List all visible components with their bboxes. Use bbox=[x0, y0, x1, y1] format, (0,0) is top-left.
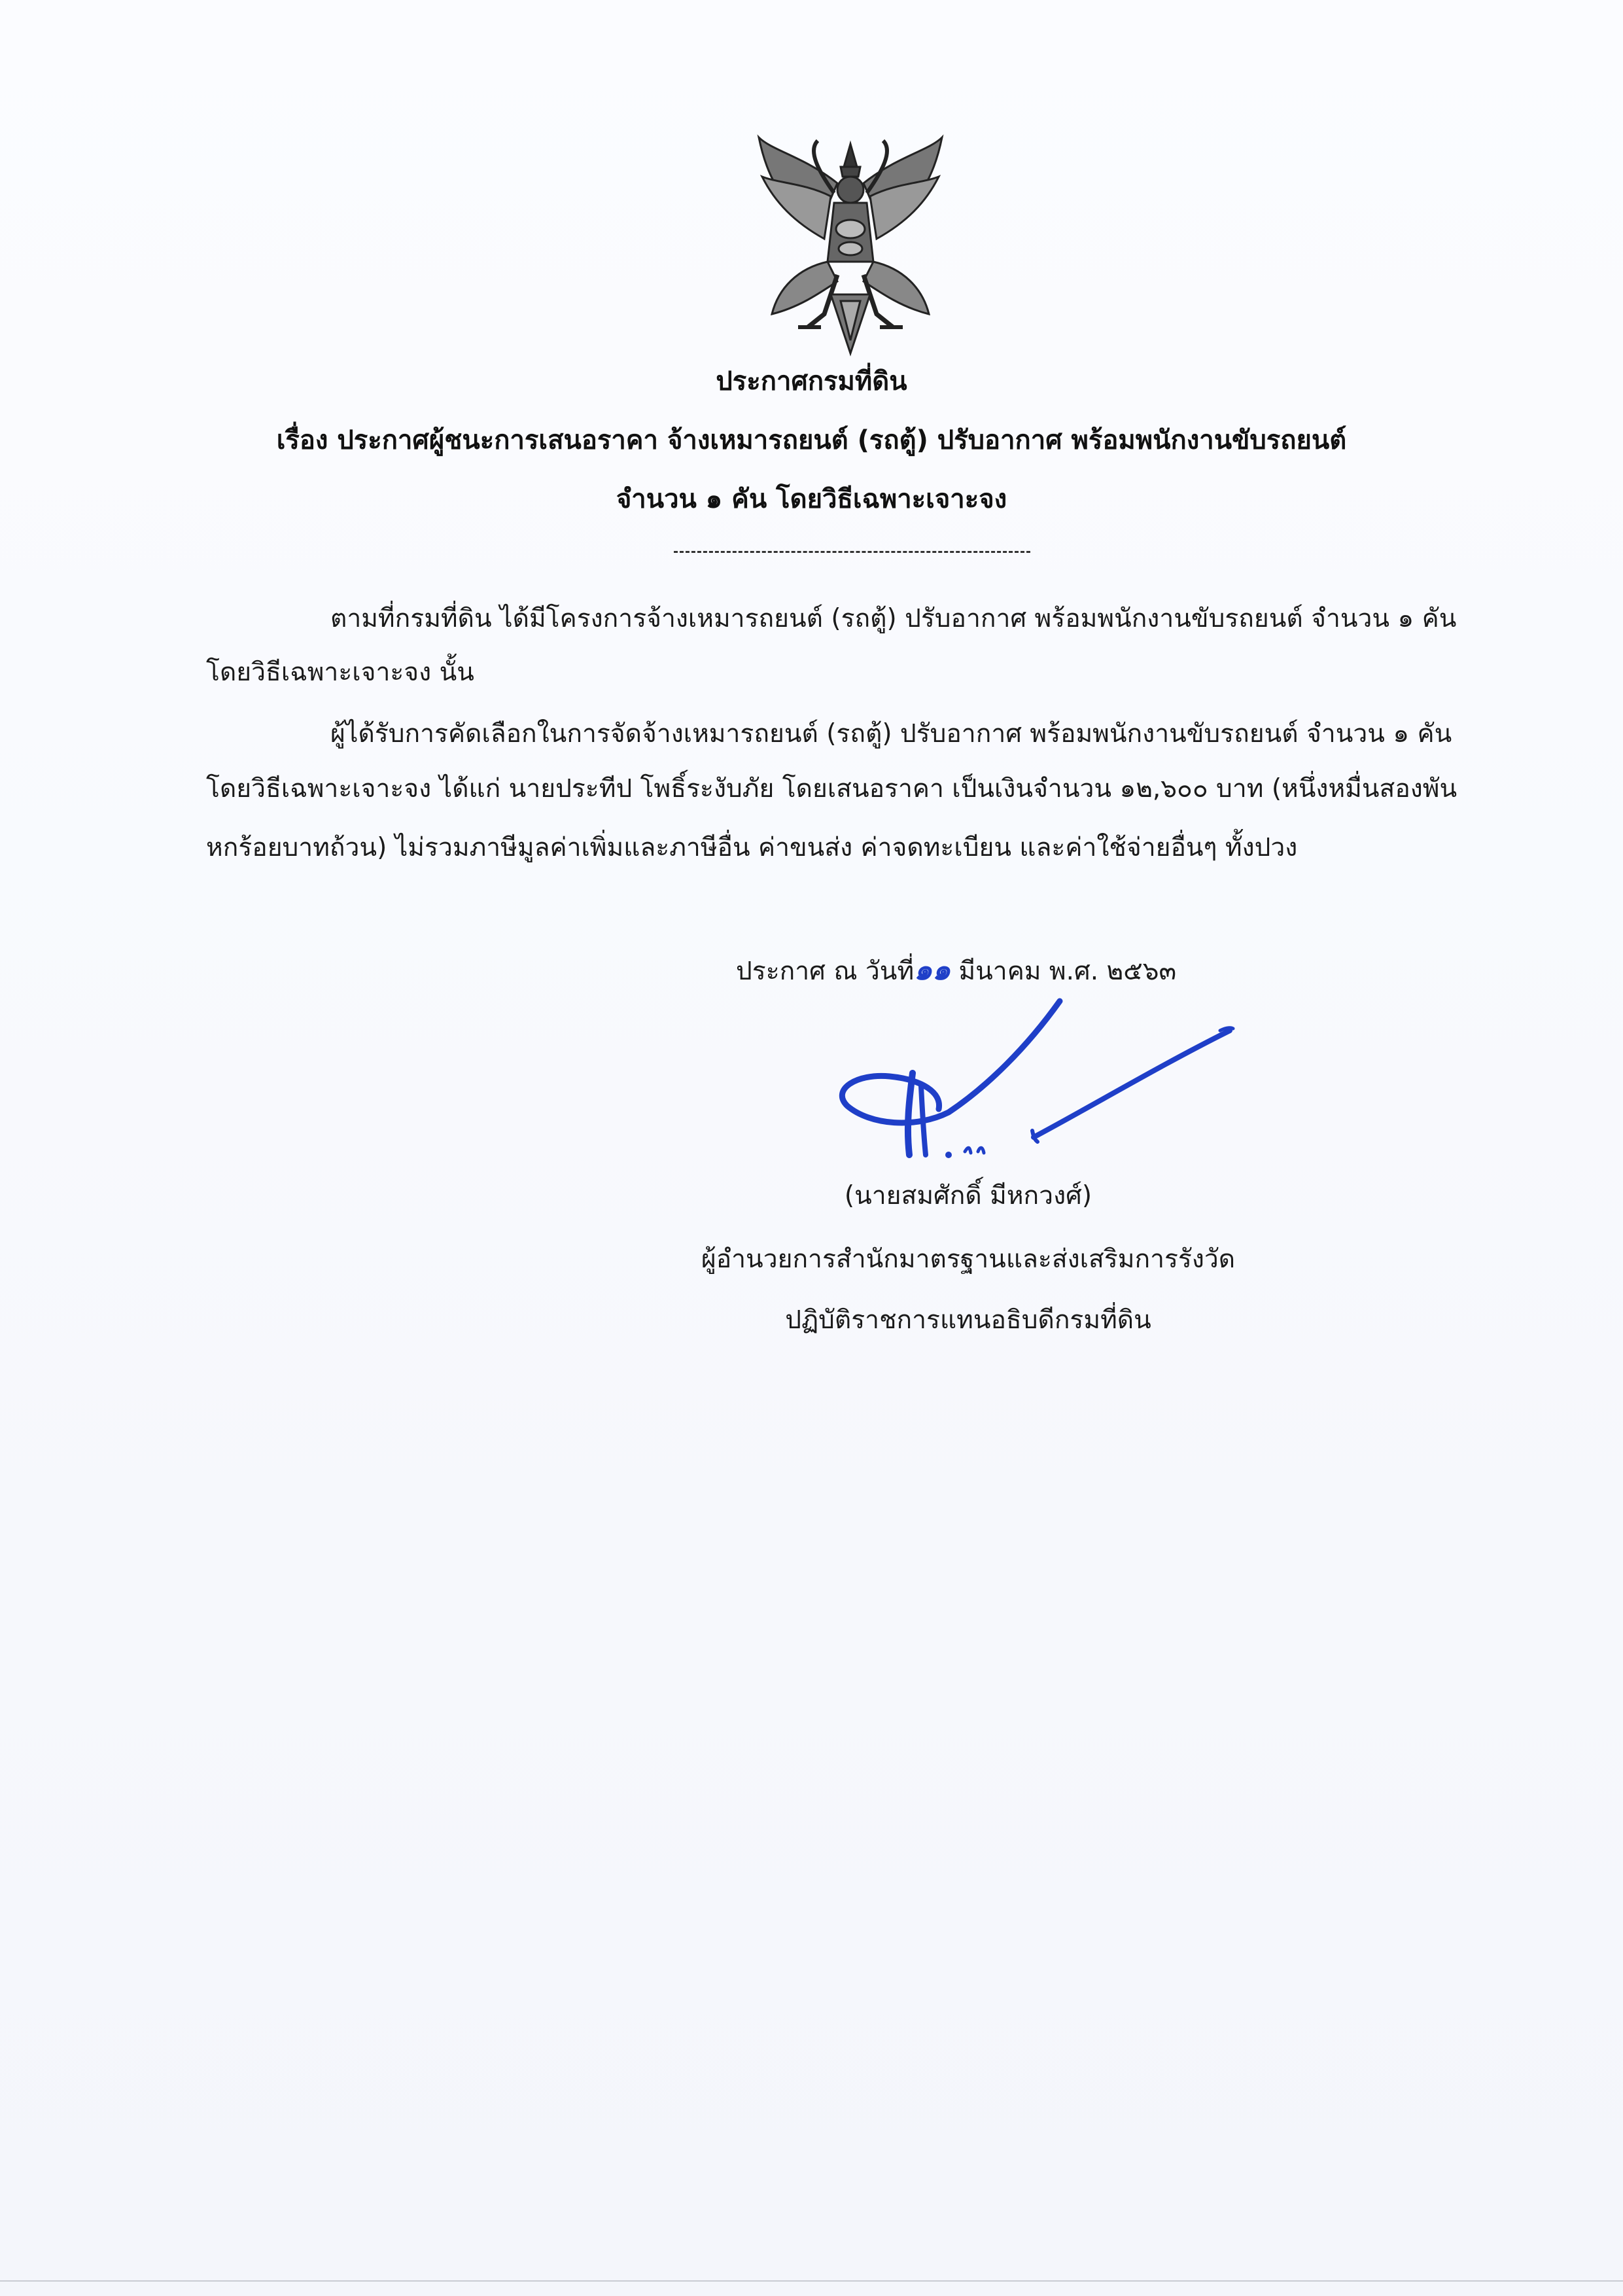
signatory-position: ผู้อำนวยการสำนักมาตรฐานและส่งเสริมการรังวัด bbox=[701, 1245, 1236, 1274]
announcement-date bbox=[736, 952, 1176, 990]
signatory-name: (นายสมศักดิ์ มีหกวงศ์) bbox=[844, 1181, 1092, 1210]
paragraph-2-line-3: หกร้อยบาทถ้วน) ไม่รวมภาษีมูลค่าเพิ่มและภาษีอื่น ค่าขนส่ง ค่าจดทะเบียน และค่าใช้จ่ายอื่นๆ ทั้งปวง bbox=[206, 833, 1298, 862]
handwritten-signature bbox=[818, 995, 1249, 1165]
paragraph-1-line-2: โดยวิธีเฉพาะเจาะจง นั้น bbox=[206, 658, 474, 687]
date-suffix: มีนาคม พ.ศ. ๒๕๖๓ bbox=[958, 957, 1177, 986]
paragraph-2-line-2: โดยวิธีเฉพาะเจาะจง ได้แก่ นายประทีป โพธิ์ระงับภัย โดยเสนอราคา เป็นเงินจำนวน ๑๒,๖๐๐ บาท (หนึ่งหมื่นสองพัน bbox=[206, 774, 1457, 804]
paragraph-2-line-1: ผู้ได้รับการคัดเลือกในการจัดจ้างเหมารถยนต์ (รถตู้) ปรับอากาศ พร้อมพนักงานขับรถยนต์ จำนวน ๑ คัน bbox=[330, 719, 1452, 749]
garuda-emblem-icon bbox=[746, 131, 955, 366]
paragraph-1-line-1: ตามที่กรมที่ดิน ได้มีโครงการจ้างเหมารถยนต์ (รถตู้) ปรับอากาศ พร้อมพนักงานขับรถยนต์ จำนวน ๑ คัน bbox=[330, 604, 1457, 633]
date-day-handwritten: ๑๑ bbox=[914, 953, 951, 987]
signatory-acting: ปฏิบัติราชการแทนอธิบดีกรมที่ดิน bbox=[785, 1305, 1151, 1335]
subject-line-1: เรื่อง ประกาศผู้ชนะการเสนอราคา จ้างเหมารถยนต์ (รถตู้) ปรับอากาศ พร้อมพนักงานขับรถยนต์ bbox=[276, 425, 1347, 455]
date-prefix: ประกาศ ณ วันที่ bbox=[736, 957, 915, 986]
divider bbox=[674, 551, 1030, 553]
document-title: ประกาศกรมที่ดิน bbox=[716, 366, 907, 397]
scan-edge bbox=[0, 2280, 1623, 2282]
subject-line-2: จำนวน ๑ คัน โดยวิธีเฉพาะเจาะจง bbox=[616, 484, 1007, 514]
